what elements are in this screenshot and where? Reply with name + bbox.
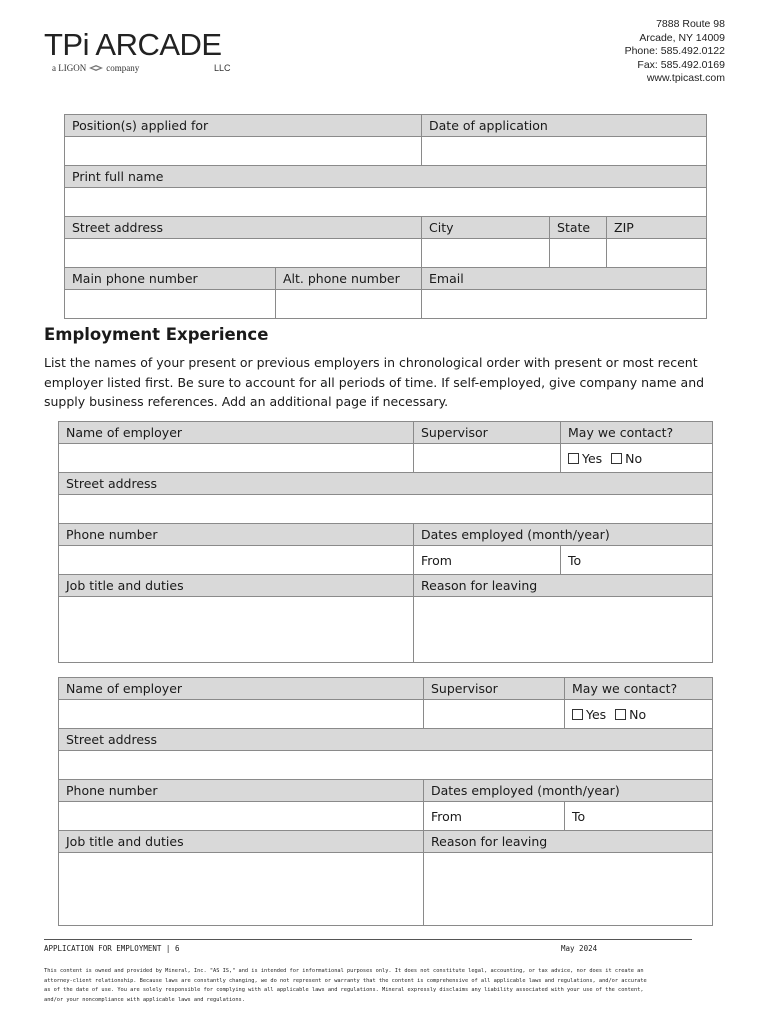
employer-street-label: Street address [59,729,713,751]
logo-tagline [52,63,139,73]
address-phone: Phone: 585.492.0122 [624,45,725,57]
employer-name-field[interactable] [59,700,424,729]
date-from-field[interactable]: From [414,546,561,575]
legal-disclaimer [44,967,724,1005]
may-contact-label: May we contact? [561,422,713,444]
logo-wordmark: TPi ARCADE [44,27,222,62]
date-to-field[interactable]: To [561,546,713,575]
logo-tagline-suffix: company [106,63,140,73]
reason-leaving-label: Reason for leaving [424,831,713,853]
may-contact-options [565,700,713,729]
applicant-info-table [64,114,707,319]
legal-line: This content is owned and provided by Mineral, Inc. "AS IS," and is intended for informational purposes only. It does not constitute legal, accounting, or tax advice, nor does it create an [44,968,644,974]
no-checkbox[interactable] [615,709,626,720]
zip-label: ZIP [607,217,707,239]
reason-leaving-label: Reason for leaving [414,575,713,597]
full-name-field[interactable] [65,188,707,217]
date-of-application-field[interactable] [422,137,707,166]
company-address [625,18,725,86]
state-label: State [550,217,607,239]
full-name-label: Print full name [65,166,707,188]
logo-llc: LLC [214,63,231,73]
footer-divider [44,939,692,940]
yes-label: Yes [582,450,603,466]
date-from-field[interactable]: From [424,802,565,831]
supervisor-label: Supervisor [424,678,565,700]
email-field[interactable] [422,290,707,319]
no-checkbox[interactable] [611,453,622,464]
employer-street-label: Street address [59,473,713,495]
company-logo [44,28,244,76]
footer-document-label: APPLICATION FOR EMPLOYMENT | 6 [44,944,180,953]
address-street: 7888 Route 98 [656,18,725,30]
supervisor-field[interactable] [424,700,565,729]
city-label: City [422,217,550,239]
ligon-swoosh-icon [89,64,103,72]
job-title-label: Job title and duties [59,831,424,853]
employer-name-label: Name of employer [59,678,424,700]
section-intro: List the names of your present or previous employers in chronological order with present or most recent employer listed first. Be sure to account for all periods of time. If self-employed, give company name and supply business references. Add an additional page if necessary. [44,355,705,409]
employer-table-1 [58,421,713,663]
dates-employed-label: Dates employed (month/year) [414,524,713,546]
street-address-field[interactable] [65,239,422,268]
footer-date: May 2024 [561,944,598,953]
employer-phone-field[interactable] [59,546,414,575]
employer-table-2 [58,677,713,926]
date-to-field[interactable]: To [565,802,713,831]
street-address-label: Street address [65,217,422,239]
address-city: Arcade, NY 14009 [639,31,725,44]
job-title-label: Job title and duties [59,575,414,597]
alt-phone-field[interactable] [276,290,422,319]
city-field[interactable] [422,239,550,268]
employer-name-label: Name of employer [59,422,414,444]
job-title-field[interactable] [59,597,414,663]
address-fax: Fax: 585.492.0169 [637,58,725,71]
logo-tagline-prefix: a LIGON [52,63,87,73]
no-label: No [625,450,643,466]
position-label: Position(s) applied for [65,115,422,137]
date-of-application-label: Date of application [422,115,707,137]
employer-street-field[interactable] [59,495,713,524]
dates-employed-label: Dates employed (month/year) [424,780,713,802]
position-field[interactable] [65,137,422,166]
reason-leaving-field[interactable] [414,597,713,663]
yes-checkbox[interactable] [568,453,579,464]
employer-phone-label: Phone number [59,780,424,802]
main-phone-label: Main phone number [65,268,276,290]
state-field[interactable] [550,239,607,268]
section-title: Employment Experience [44,325,269,344]
no-label: No [629,706,647,722]
alt-phone-label: Alt. phone number [276,268,422,290]
address-website: www.tpicast.com [646,72,725,84]
legal-line: as of the date of use. You are solely responsible for complying with all applicable laws and regulations. Mineral expressly disclaims any liability associated with your use of the content, [44,987,644,993]
employer-phone-field[interactable] [59,802,424,831]
legal-line: attorney-client relationship. Because laws are constantly changing, we do not represent or warranty that the content is comprehensive of all applicable laws and regulations, and/or accurate [44,977,647,984]
employer-phone-label: Phone number [59,524,414,546]
may-contact-options [561,444,713,473]
yes-checkbox[interactable] [572,709,583,720]
supervisor-label: Supervisor [414,422,561,444]
main-phone-field[interactable] [65,290,276,319]
job-title-field[interactable] [59,853,424,926]
supervisor-field[interactable] [414,444,561,473]
email-label: Email [422,268,707,290]
employer-name-field[interactable] [59,444,414,473]
zip-field[interactable] [607,239,707,268]
may-contact-label: May we contact? [565,678,713,700]
legal-line: and/or your noncompliance with applicable laws and regulations. [44,996,245,1003]
employer-street-field[interactable] [59,751,713,780]
yes-label: Yes [586,706,607,722]
reason-leaving-field[interactable] [424,853,713,926]
